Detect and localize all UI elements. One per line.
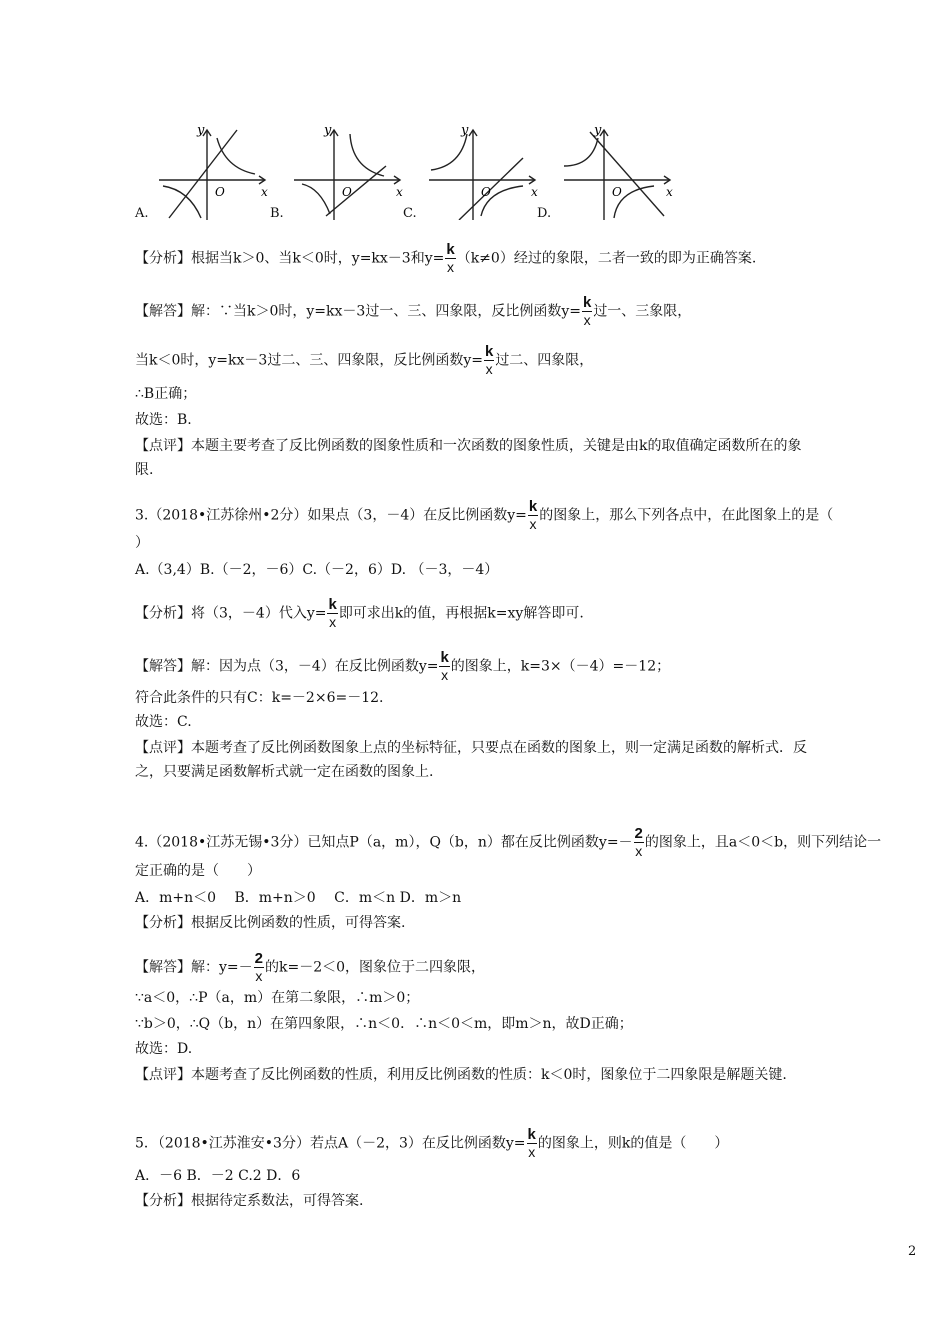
- graph-b: [290, 120, 410, 220]
- fraction: $\frac{k}{x}$: [527, 1126, 536, 1160]
- options-line: A．m+n＜0 B．m+n＞0 C．m＜n D．m＞n: [135, 890, 462, 906]
- text-line: 故选：D.: [135, 1041, 193, 1057]
- axis-label-y: y: [197, 123, 205, 138]
- graph-label-a: A.: [135, 206, 149, 221]
- axis-label-origin: O: [612, 185, 622, 199]
- option-graphs: [135, 120, 695, 230]
- solution-line: 【解答】解：因为点（3，－4）在反比例函数y= $\frac{k}{x}$ 的图象上，k=3×（－4）=－12；: [135, 649, 671, 683]
- text-line: 限.: [135, 462, 154, 478]
- comment-line: 【点评】本题考查了反比例函数的性质，利用反比例函数的性质：k＜0时，图象位于二四象限是解题关键.: [135, 1067, 787, 1083]
- graph-a: [155, 120, 275, 220]
- fraction: $\frac{2}{x}$: [634, 825, 643, 859]
- graph-label-d: D.: [537, 206, 552, 221]
- text-line: 定正确的是（ ）: [135, 863, 261, 879]
- axis-label-x: x: [531, 185, 538, 199]
- text-line: ）: [135, 535, 149, 551]
- options-line: A.（3,4）B.（－2，－6）C.（－2，6）D. （－3，－4）: [135, 562, 499, 578]
- question-line: 3.（2018•江苏徐州•2分）如果点（3，－4）在反比例函数y= $\frac{k}{x}$ 的图象上，那么下列各点中，在此图象上的是（: [135, 498, 834, 532]
- options-line: A．－6 B．－2 C.2 D．6: [135, 1168, 301, 1184]
- axis-label-x: x: [666, 185, 673, 199]
- axis-label-origin: O: [481, 185, 491, 199]
- fraction: $\frac{k}{x}$: [484, 343, 494, 377]
- text-line: ∵b＞0，∴Q（b，n）在第四象限，∴n＜0．∴n＜0＜m，即m＞n，故D正确；: [135, 1016, 633, 1032]
- text-line: 符合此条件的只有C：k=－2×6=－12.: [135, 690, 384, 706]
- fraction: $\frac{2}{x}$: [254, 950, 263, 984]
- page-number: 2: [908, 1244, 917, 1259]
- fraction: $\frac{k}{x}$: [440, 649, 449, 683]
- fraction: $\frac{k}{x}$: [328, 596, 337, 630]
- axis-label-y: y: [594, 123, 602, 138]
- axis-label-origin: O: [342, 185, 352, 199]
- text-line: ∴B正确；: [135, 386, 197, 402]
- axis-label-y: y: [324, 123, 332, 138]
- solution-line: 当k＜0时，y=kx－3过二、三、四象限，反比例函数y= $\frac{k}{x}$ 过二、四象限，: [135, 343, 594, 377]
- text-line: 故选：C.: [135, 714, 192, 730]
- graph-d: [560, 120, 680, 220]
- fraction: $\frac{k}{x}$: [528, 498, 538, 532]
- axis-label-origin: O: [215, 185, 225, 199]
- comment-line: 【点评】本题考查了反比例函数图象上点的坐标特征，只要点在函数的图象上，则一定满足函数的解析式．反: [135, 740, 807, 756]
- solution-line: 【解答】解：y=－ $\frac{2}{x}$ 的k=－2＜0，图象位于二四象限，: [135, 950, 486, 984]
- analysis-line: 【分析】根据反比例函数的性质，可得答案.: [135, 915, 406, 931]
- fraction: $\frac{k}{x}$: [446, 241, 455, 275]
- axis-label-x: x: [396, 185, 403, 199]
- axis-label-y: y: [461, 123, 469, 138]
- question-line: 5．（2018•江苏淮安•3分）若点A（－2，3）在反比例函数y= $\frac{k}{x}$ 的图象上，则k的值是（ ）: [135, 1126, 729, 1160]
- text-line: 故选：B.: [135, 412, 192, 428]
- text-line: 之，只要满足函数解析式就一定在函数的图象上.: [135, 764, 434, 780]
- comment-line: 【点评】本题主要考查了反比例函数的图象性质和一次函数的图象性质，关键是由k的取值确定函数所在的象: [135, 438, 802, 454]
- solution-line: 【解答】解：∵当k＞0时，y=kx－3过一、三、四象限，反比例函数y= $\frac{k}{x}$ 过一、三象限，: [135, 294, 692, 328]
- analysis-line: 【分析】将（3，－4）代入y= $\frac{k}{x}$ 即可求出k的值，再根据k=xy解答即可.: [135, 596, 584, 630]
- fraction: $\frac{k}{x}$: [582, 294, 592, 328]
- axis-label-x: x: [261, 185, 268, 199]
- graph-label-c: C.: [403, 206, 417, 221]
- graph-label-b: B.: [270, 206, 284, 221]
- analysis-line: 【分析】根据当k＞0、当k＜0时，y=kx－3和y= $\frac{k}{x}$ （k≠0）经过的象限，二者一致的即为正确答案.: [135, 241, 757, 275]
- question-line: 4.（2018•江苏无锡•3分）已知点P（a，m），Q（b，n）都在反比例函数y=－ $\frac{2}{x}$ 的图象上，且a＜0＜b，则下列结论一: [135, 825, 882, 859]
- text-line: ∵a＜0，∴P（a，m）在第二象限，∴m＞0；: [135, 990, 420, 1006]
- graph-c: [425, 120, 545, 220]
- analysis-line: 【分析】根据待定系数法，可得答案.: [135, 1193, 364, 1209]
